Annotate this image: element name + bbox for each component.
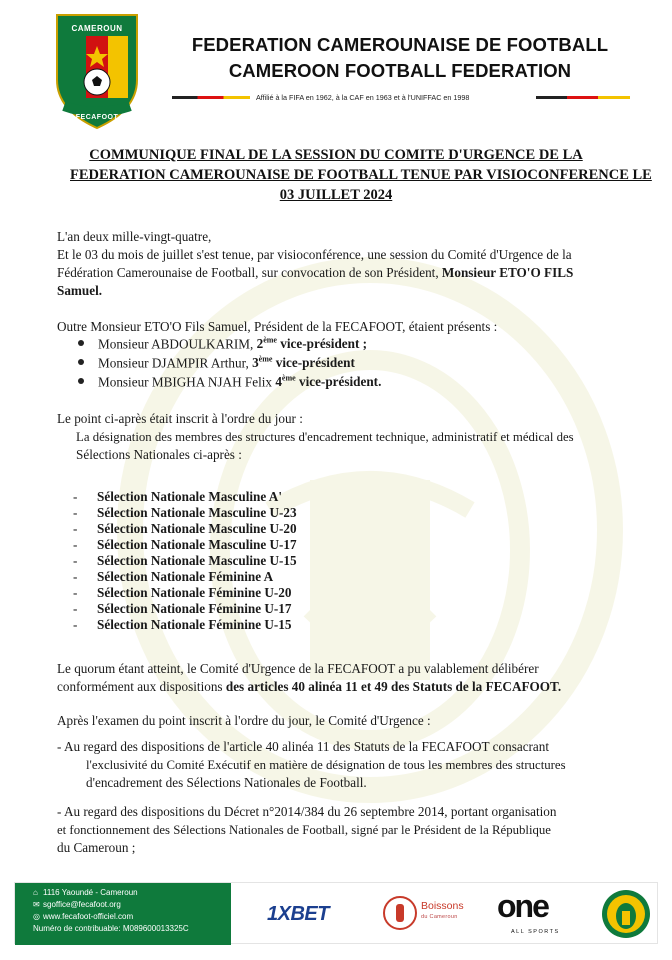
member-role: vice-président ; [280, 336, 368, 352]
consideration2-line1: - Au regard des dispositions du Décret n°2014/384 du 26 septembre 2014, portant organisation [57, 804, 557, 819]
dash-marker: - [73, 489, 78, 504]
dash-marker: - [73, 505, 78, 520]
bullet-icon [78, 359, 84, 365]
home-icon: ⌂ [33, 888, 38, 897]
mail-icon: ✉ [33, 900, 40, 909]
member-rank: 2 [256, 336, 264, 352]
footer-email[interactable] [33, 900, 121, 909]
footer-website[interactable] [33, 912, 133, 921]
sponsor-1xbet-logo: 1XBET [267, 903, 329, 925]
footer-bar [14, 882, 658, 944]
dash-marker: - [73, 553, 78, 568]
selection-name: Sélection Nationale Masculine A' [97, 489, 282, 504]
logo-bottom-text: FECAFOOT [75, 114, 119, 121]
member-name: Monsieur MBIGHA NJAH Felix [98, 374, 273, 390]
bullet-icon [78, 340, 84, 346]
member-rank-sup: ème [281, 374, 296, 383]
selection-name: Sélection Nationale Masculine U-23 [97, 505, 297, 520]
attendance-intro: Outre Monsieur ETO'O Fils Samuel, Président de la FECAFOOT, étaient présents : [57, 319, 498, 334]
footer-address [33, 888, 138, 897]
selection-name: Sélection Nationale Féminine U-15 [97, 617, 292, 632]
selection-name: Sélection Nationale Féminine U-17 [97, 601, 292, 616]
consideration1-line3: d'encadrement des Sélections Nationales de Football. [86, 775, 367, 790]
sponsor-one-sub: ALL SPORTS [511, 929, 560, 935]
dash-marker: - [73, 617, 78, 632]
communique-title-line2: FEDERATION CAMEROUNAISE DE FOOTBALL TENUE PAR VISIOCONFERENCE LE [70, 167, 652, 183]
quorum-line1: Le quorum étant atteint, le Comité d'Urgence de la FECAFOOT a pu valablement délibérer [57, 661, 539, 676]
member-name: Monsieur DJAMPIR Arthur, [98, 355, 249, 371]
consideration2-line2: et fonctionnement des Sélections Nationales de Football, signé par le Président de la République [57, 823, 551, 837]
member-name: Monsieur ABDOULKARIM, [98, 336, 254, 352]
consideration2-line3: du Cameroun ; [57, 840, 136, 855]
selection-name: Sélection Nationale Féminine U-20 [97, 585, 292, 600]
member-rank-sup: ème [258, 355, 273, 364]
year-line: L'an deux mille-vingt-quatre, [57, 229, 212, 244]
logo-top-text: CAMEROUN [71, 24, 123, 33]
fecafoot-logo [52, 10, 142, 130]
footer-website-text: www.fecafoot-officiel.com [43, 912, 134, 921]
intro-line2 [57, 264, 573, 282]
consideration1-line1: - Au regard des dispositions de l'article 40 alinéa 11 des Statuts de la FECAFOOT consacrant [57, 739, 550, 754]
sponsor-one-logo: one [497, 888, 548, 924]
flag-stripe-right [536, 96, 630, 99]
president-name: Monsieur ETO'O FILS [441, 265, 574, 280]
list-item [73, 505, 297, 521]
list-item [73, 521, 297, 537]
affiliation-text: Affilié à la FIFA en 1962, à la CAF en 1963 et à l'UNIFFAC en 1998 [256, 93, 470, 102]
selection-name: Sélection Nationale Masculine U-17 [97, 537, 297, 552]
quorum-line2 [57, 678, 561, 696]
list-item [78, 374, 381, 390]
list-item [73, 489, 282, 505]
sponsor-boissons-sub: du Cameroun [421, 914, 458, 920]
lion-emblem-icon [601, 889, 651, 939]
boissons-logo-icon [383, 896, 417, 930]
member-role: vice-président [275, 355, 355, 371]
list-item [73, 601, 292, 617]
after-exam-line: Après l'examen du point inscrit à l'ordre du jour, le Comité d'Urgence : [57, 713, 431, 728]
list-item [73, 569, 273, 585]
agenda-intro: Le point ci-après était inscrit à l'ordre du jour : [57, 411, 303, 426]
selection-name: Sélection Nationale Féminine A [97, 569, 274, 584]
footer-taxpayer: Numéro de contribuable: M089600013325C [33, 924, 189, 933]
footer-address-text: 1116 Yaoundé - Cameroun [43, 888, 138, 897]
dash-marker: - [73, 585, 78, 600]
bullet-icon [78, 378, 84, 384]
consideration1-line2: l'exclusivité du Comité Exécutif en matière de désignation de tous les membres des structures [86, 758, 566, 772]
list-item [78, 355, 355, 371]
intro-line1: Et le 03 du mois de juillet s'est tenue, par visioconférence, une session du Comité d'Urgence de la [57, 247, 572, 262]
quorum-articles: des articles 40 alinéa 11 et 49 des Statuts de la FECAFOOT. [225, 679, 562, 694]
communique-title-line3: 03 JUILLET 2024 [279, 187, 393, 203]
intro-line2-text: Fédération Camerounaise de Football, sur convocation de son Président, [57, 265, 439, 280]
list-item [73, 617, 292, 633]
member-role: vice-président. [298, 374, 382, 390]
flag-stripe-left [172, 96, 250, 99]
footer-contact-panel [15, 883, 231, 945]
list-item [73, 553, 297, 569]
list-item [73, 585, 292, 601]
federation-title-fr: FEDERATION CAMEROUNAISE DE FOOTBALL [191, 34, 609, 55]
selection-name: Sélection Nationale Masculine U-15 [97, 553, 297, 568]
president-name-end: Samuel. [57, 283, 103, 298]
agenda-line2: Sélections Nationales ci-après : [76, 447, 242, 462]
dash-marker: - [73, 601, 78, 616]
list-item [78, 336, 367, 352]
dash-marker: - [73, 537, 78, 552]
sponsor-boissons-logo: Boissons [421, 900, 464, 912]
dash-marker: - [73, 569, 78, 584]
dash-marker: - [73, 521, 78, 536]
member-rank: 4 [275, 374, 282, 390]
member-rank: 3 [252, 355, 259, 371]
quorum-text: conformément aux dispositions [57, 679, 223, 694]
federation-title-en: CAMEROON FOOTBALL FEDERATION [228, 60, 572, 81]
selection-name: Sélection Nationale Masculine U-20 [97, 521, 297, 536]
list-item [73, 537, 297, 553]
communique-title-line1: COMMUNIQUE FINAL DE LA SESSION DU COMITE D'URGENCE DE LA [89, 147, 583, 163]
member-rank-sup: ème [263, 336, 277, 345]
globe-icon: ◎ [33, 912, 40, 921]
agenda-line1: La désignation des membres des structures d'encadrement technique, administratif et médical des [76, 430, 574, 444]
footer-email-text: sgoffice@fecafoot.org [43, 900, 121, 909]
intro-line3 [57, 282, 102, 300]
